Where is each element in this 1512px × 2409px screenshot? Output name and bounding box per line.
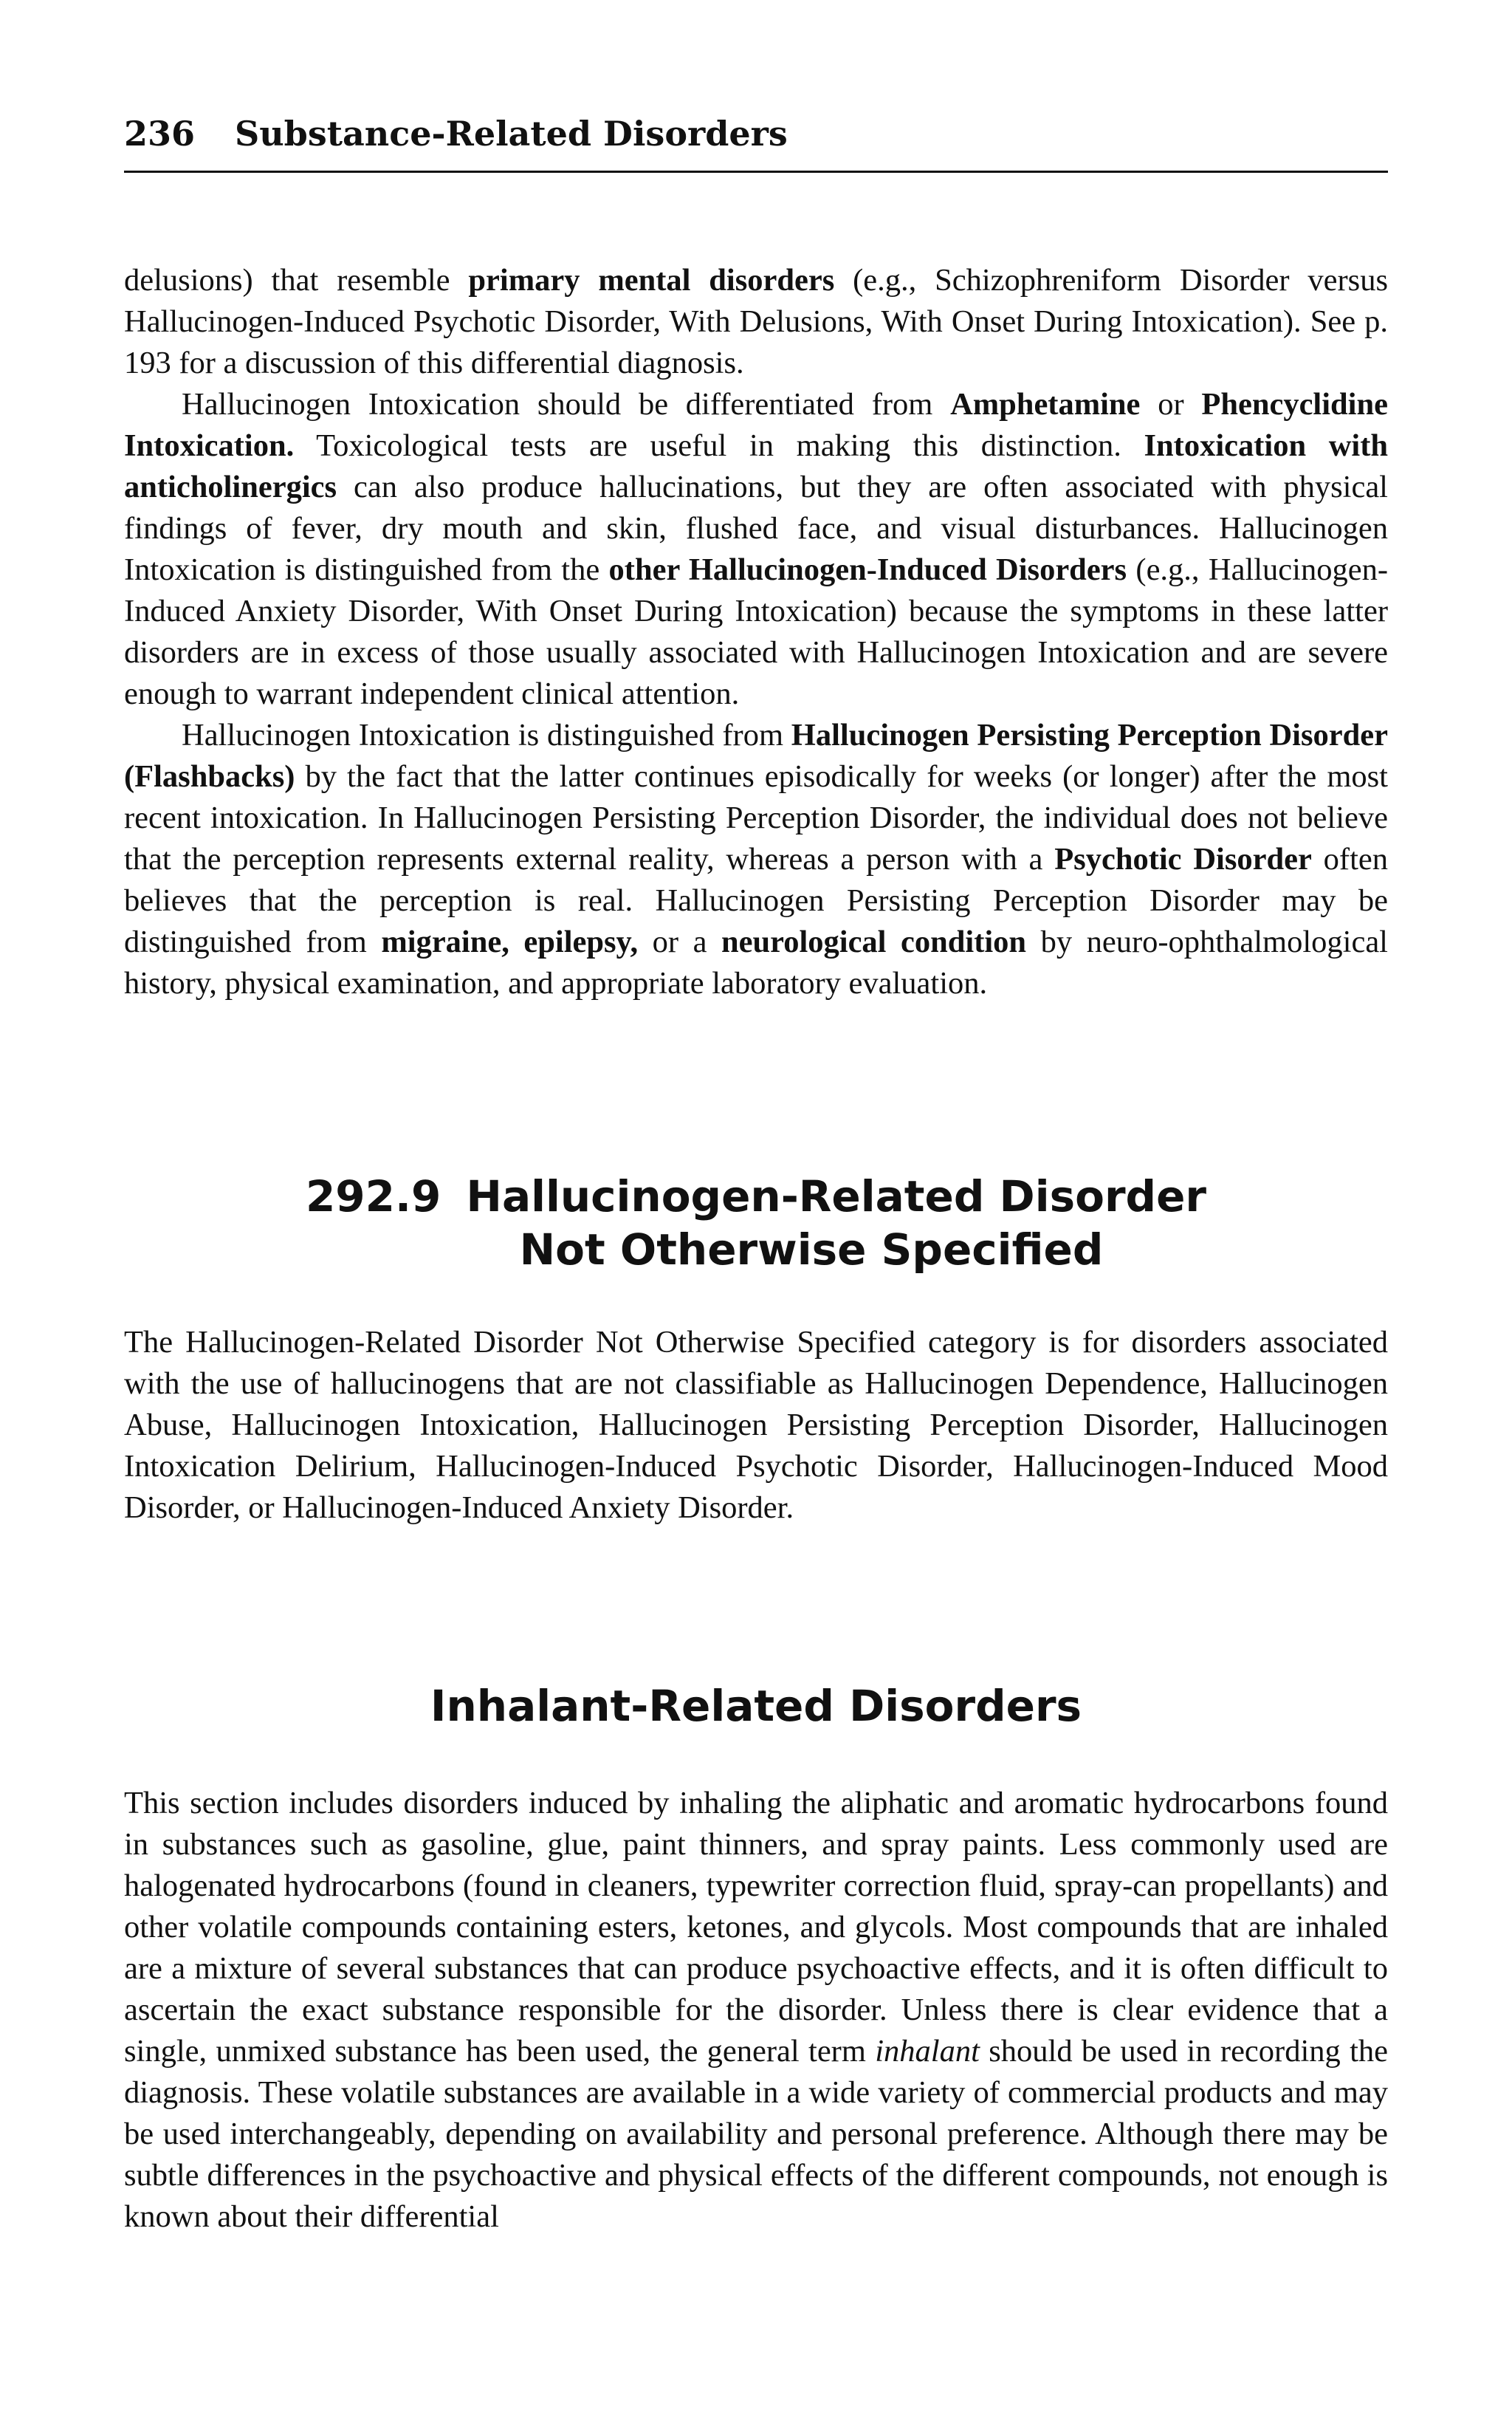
text-run: Toxicological tests are useful in making this distinction. (294, 428, 1144, 463)
diagnostic-code: 292.9 (305, 1171, 441, 1221)
running-header-title: Substance-Related Disorders (235, 114, 788, 154)
text-run: (e.g., Hallucinogen-Induced Anxiety Disorder, With Onset During Intoxication) because the symptoms in these latter disorders are in excess of those usually associated with Hallucinogen Intoxication and are severe enough to warrant independent clinical attention. (124, 552, 1388, 711)
bold-term: Phencyclidine Intoxication. (124, 387, 1388, 463)
header-rule (124, 171, 1388, 173)
inhalant-intro-text (124, 1783, 1388, 2238)
bold-term: Hallucinogen Persisting Perception Disorder (Flashbacks) (124, 718, 1389, 794)
italic-term: inhalant (875, 2034, 980, 2069)
bold-term: Psychotic Disorder (1054, 842, 1312, 877)
section-heading-inhalant: Inhalant-Related Disorders (430, 1681, 1082, 1731)
differential-diagnosis-text (124, 260, 1388, 1004)
bold-term: other Hallucinogen-Induced Disorders (608, 552, 1127, 587)
text-run: (e.g., Schizophreniform Disorder versus Hallucinogen-Induced Psychotic Disorder, With Delusions, With Onset During Intoxication). See p. 193 for a discussion of this differential diagnosis. (124, 263, 1388, 380)
paragraph-inhalant (124, 1783, 1388, 2238)
section-heading-nos (0, 1170, 1512, 1276)
running-header (124, 111, 1388, 170)
bold-term: neurological condition (721, 925, 1027, 959)
paragraph-persisting-perception (124, 715, 1388, 1004)
text-run: or (1140, 387, 1202, 422)
text-run: often believes that the perception is real. Hallucinogen Persisting Perception Disorder may be distinguished from (124, 842, 1389, 959)
bold-term: Intoxication with anticholinergics (124, 428, 1388, 504)
page-number: 236 (124, 114, 196, 154)
heading-text: Hallucinogen-Related Disorder (466, 1171, 1207, 1221)
text-run: by neuro-ophthalmological history, physical examination, and appropriate laboratory evaluation. (124, 925, 1388, 1001)
bold-term: primary mental disorders (468, 263, 835, 298)
text-run: Hallucinogen Intoxication should be differentiated from (182, 387, 951, 422)
text-run: delusions) that resemble (124, 263, 469, 298)
text-run: by the fact that the latter continues episodically for weeks (or longer) after the most recent intoxication. In Hallucinogen Persisting Perception Disorder, the individual does not believe that the perception represents external reality, whereas a person with a (124, 759, 1388, 877)
bold-term: Amphetamine (950, 387, 1141, 422)
heading-line-2: Not Otherwise Specified (519, 1224, 1104, 1275)
text-run: This section includes disorders induced by inhaling the aliphatic and aromatic hydrocarbons found in substances such as gasoline, glue, paint thinners, and spray paints. Less commonly used are halogenated hydrocarbons (found in cleaners, typewriter correction fluid, spray-can propellants) and other volatile compounds containing esters, ketones, and glycols. Most compounds that are inhaled are a mixture of several substances that can produce psychoactive effects, and it is often difficult to ascertain the exact substance responsible for the disorder. Unless there is clear evidence that a single, unmixed substance has been used, the general term (124, 1786, 1388, 2069)
paragraph-primary-mental-disorders (124, 260, 1388, 384)
paragraph-nos: The Hallucinogen-Related Disorder Not Otherwise Specified category is for disorders associated with the use of hallucinogens that are not classifiable as Hallucinogen Dependence, Hallucinogen Abuse, Hallucinogen Intoxication, Hallucinogen Persisting Perception Disorder, Hallucinogen Intoxication Delirium, Hallucinogen-Induced Psychotic Disorder, Hallucinogen-Induced Mood Disorder, or Hallucinogen-Induced Anxiety Disorder. (124, 1325, 1388, 1525)
text-run: or a (638, 925, 721, 959)
text-run: can also produce hallucinations, but they are often associated with physical findings of fever, dry mouth and skin, flushed face, and visual disturbances. Hallucinogen Intoxication is distinguished from the (124, 470, 1388, 587)
nos-description (124, 1322, 1388, 1529)
text-run: Hallucinogen Intoxication is distinguished from (182, 718, 791, 753)
paragraph-amphetamine (124, 384, 1388, 715)
bold-term: migraine, epilepsy, (381, 925, 639, 959)
text-run: should be used in recording the diagnosis. These volatile substances are available in a wide variety of commercial products and may be used interchangeably, depending on availability and personal preference. Although there may be subtle differences in the psychoactive and physical effects of the different compounds, not enough is known about their differential (124, 2034, 1388, 2234)
heading-line-1 (0, 1170, 1512, 1223)
